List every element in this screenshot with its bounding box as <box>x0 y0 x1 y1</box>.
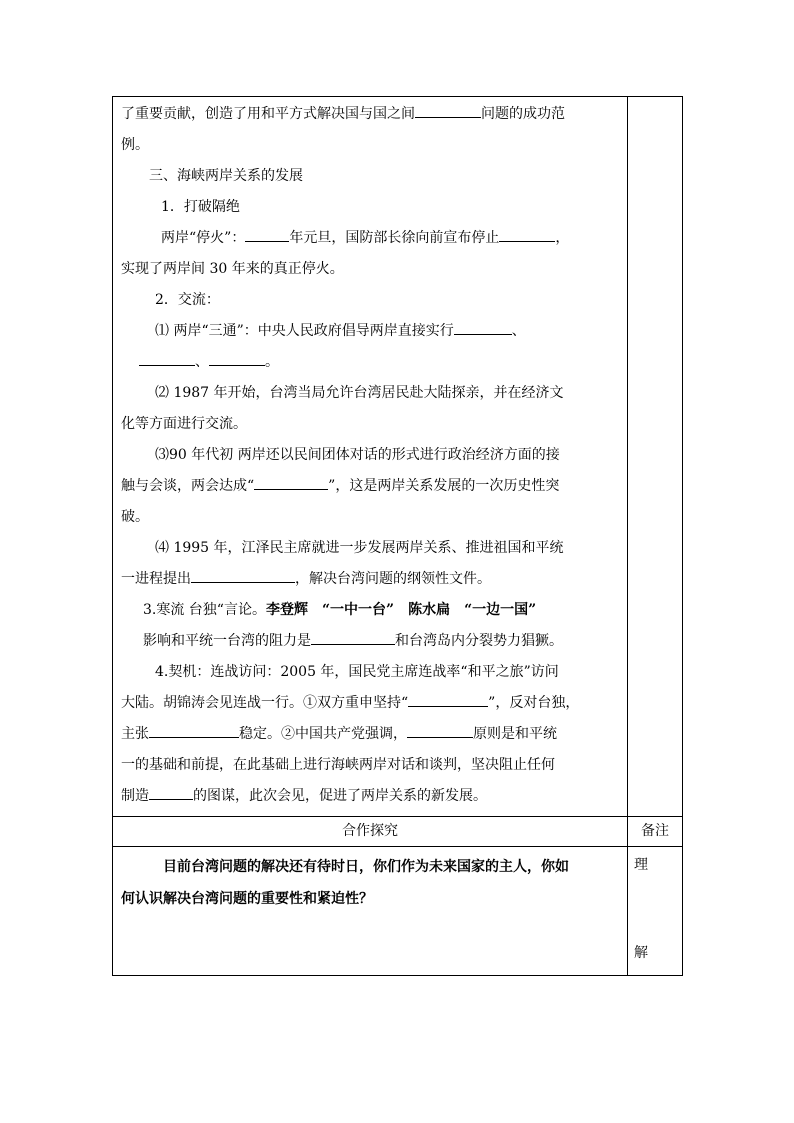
subsection-heading <box>121 192 619 223</box>
notes-cell <box>628 97 683 817</box>
fill-blank[interactable] <box>139 351 195 366</box>
subsection-heading <box>121 285 619 316</box>
text: 化等方面进行交流。 <box>121 416 247 432</box>
worksheet-table <box>112 96 683 976</box>
line <box>121 533 619 564</box>
section-heading <box>121 161 619 192</box>
question-line: 何认识解决台湾问题的重要性和紧迫性？ <box>121 891 373 907</box>
text: ⑵ 1987 年开始，台湾当局允许台湾居民赴大陆探亲，并在经济文 <box>155 385 564 401</box>
text: 制造 <box>121 788 149 804</box>
fill-blank[interactable] <box>149 785 193 800</box>
text: 影响和平统一台湾的阻力是 <box>143 633 311 649</box>
line <box>121 254 619 285</box>
fill-blank[interactable] <box>311 630 395 645</box>
line <box>121 564 619 595</box>
fill-blank[interactable] <box>245 227 289 242</box>
line <box>121 99 619 130</box>
text: ， <box>555 230 570 246</box>
text: 例。 <box>121 137 149 153</box>
text: ⑷ 1995 年，江泽民主席就进一步发展两岸关系、推进祖国和平统 <box>155 540 564 556</box>
line <box>121 316 619 347</box>
text: ⑶90 年代初 两岸还以民间团体对话的形式进行政治经济方面的接 <box>155 447 560 463</box>
fill-blank[interactable] <box>209 351 265 366</box>
fill-blank[interactable] <box>149 723 239 738</box>
fill-blank[interactable] <box>499 227 555 242</box>
text: 了重要贡献，创造了用和平方式解决国与国之间 <box>121 106 415 122</box>
line <box>121 440 619 471</box>
note-char: 理 <box>634 857 648 873</box>
text: ”，这是两岸关系发展的一次历史性突 <box>328 478 560 494</box>
text: 的图谋，此次会见，促进了两岸关系的新发展。 <box>193 788 487 804</box>
line <box>121 781 619 812</box>
text: 一进程提出 <box>121 571 191 587</box>
line <box>121 130 619 161</box>
text: 1．打破隔绝 <box>161 199 240 215</box>
text: 问题的成功范 <box>481 106 565 122</box>
text: ⑴ 两岸“三通”：中央人民政府倡导两岸直接实行 <box>155 323 454 339</box>
question-line: 目前台湾问题的解决还有待时日，你们作为未来国家的主人，你如 <box>163 859 569 875</box>
content-cell <box>113 97 628 817</box>
notes-header: 备注 <box>628 817 683 847</box>
text: 破。 <box>121 509 149 525</box>
fill-blank[interactable] <box>254 475 328 490</box>
text: 2．交流： <box>155 292 220 308</box>
text: 触与会谈，两会达成“ <box>121 478 255 494</box>
line <box>121 409 619 440</box>
text: 3.寒流 台独“言论。 <box>143 602 266 618</box>
text: ，解决台湾问题的纲领性文件。 <box>295 571 491 587</box>
note-char: 解 <box>634 945 648 961</box>
fill-blank[interactable] <box>408 692 488 707</box>
worksheet <box>112 96 682 976</box>
line <box>121 223 619 254</box>
fill-blank[interactable] <box>191 568 295 583</box>
line <box>121 502 619 533</box>
section-title: 合作探究 <box>113 817 628 847</box>
notes-column <box>628 847 683 976</box>
text: 一的基础和前提，在此基础上进行海峡两岸对话和谈判，坚决阻止任何 <box>121 757 555 773</box>
text: 4.契机：连战访问：2005 年，国民党主席连战率“和平之旅”访问 <box>155 664 559 680</box>
line <box>121 719 619 750</box>
fill-blank[interactable] <box>407 723 473 738</box>
line <box>121 347 619 378</box>
content-body <box>113 97 627 816</box>
text: 原则是和平统 <box>473 726 557 742</box>
line <box>121 595 619 626</box>
text: 李登辉 “一中一台” 陈水扁 “一边一国” <box>265 602 537 618</box>
text: 。 <box>265 354 279 370</box>
line <box>121 657 619 688</box>
text: 稳定。②中国共产党强调， <box>239 726 407 742</box>
text: 实现了两岸间 30 年来的真正停火。 <box>121 261 344 277</box>
line <box>121 471 619 502</box>
text: ”，反对台独， <box>488 695 580 711</box>
line <box>121 378 619 409</box>
fill-blank[interactable] <box>454 320 512 335</box>
question-cell <box>113 847 628 976</box>
text: 、 <box>511 323 526 339</box>
line <box>121 750 619 781</box>
text: 大陆。胡锦涛会见连战一行。①双方重申坚持“ <box>121 695 409 711</box>
text: 两岸“停火”： <box>161 230 246 246</box>
line <box>121 626 619 657</box>
text: 和台湾岛内分裂势力猖獗。 <box>395 633 563 649</box>
text: 、 <box>195 354 209 370</box>
text: 年元旦，国防部长徐向前宣布停止 <box>289 230 500 246</box>
text: 主张 <box>121 726 149 742</box>
text: 三、海峡两岸关系的发展 <box>149 168 303 184</box>
line <box>121 688 619 719</box>
fill-blank[interactable] <box>415 103 481 118</box>
